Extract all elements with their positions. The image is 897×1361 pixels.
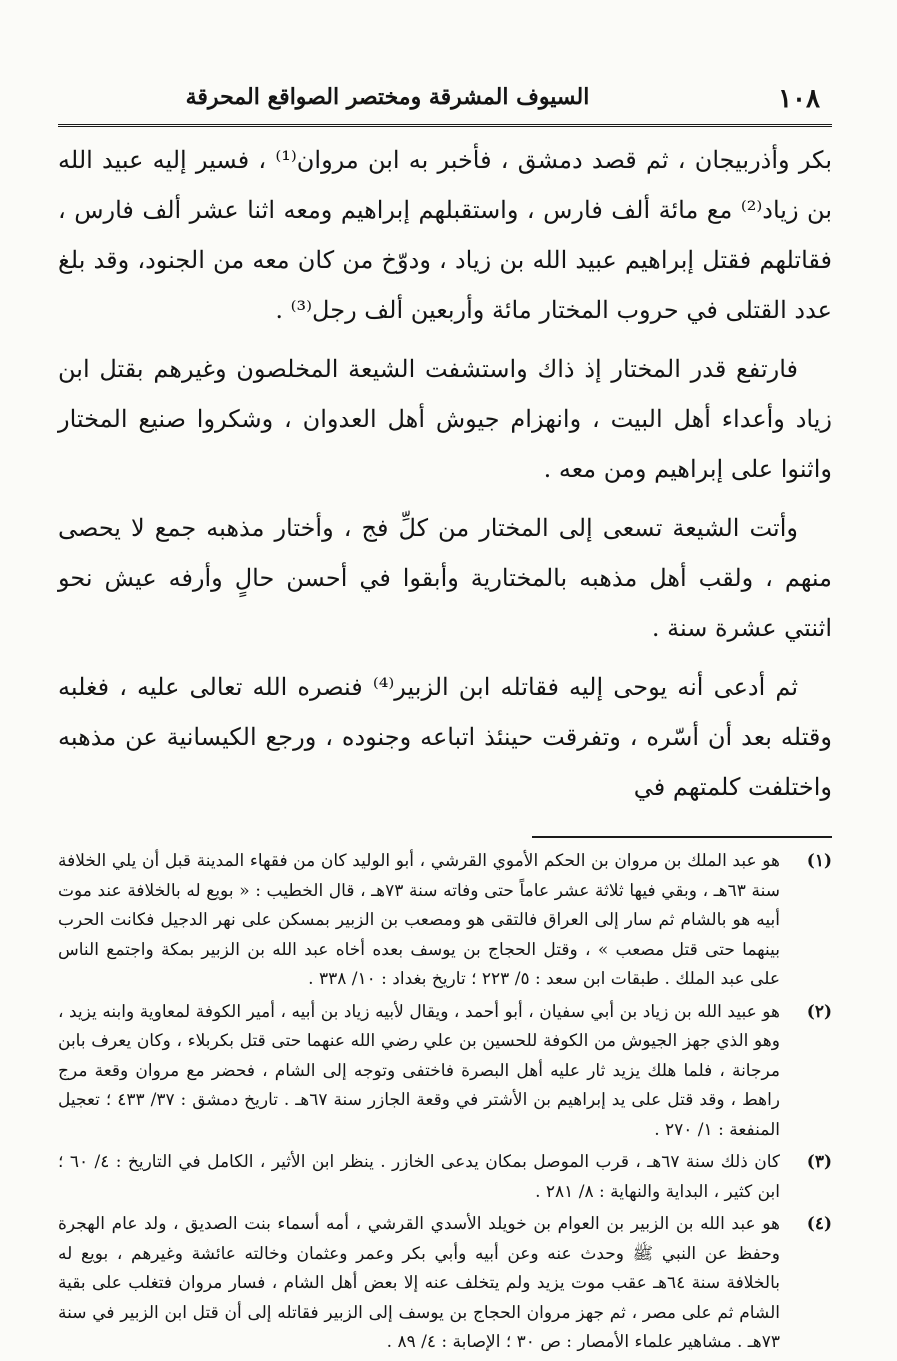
- book-page: [58, 78, 832, 1352]
- footnote: [58, 1210, 832, 1358]
- footnote-marker: (٤): [806, 1214, 832, 1234]
- footnote-marker: (١): [806, 851, 832, 871]
- main-paragraph: وأتت الشيعة تسعى إلى المختار من كلِّ فج ، وأختار مذهبه جمع لا يحصى منهم ، ولقب أهل مذهبه بالمختارية وأبقوا في أحسن حالٍ وأرفه عيش نحو اثنتي عشرة سنة .: [58, 514, 832, 642]
- running-title: السيوف المشرقة ومختصر الصواقع المحرقة: [185, 84, 590, 110]
- main-paragraph: بكر وأذربيجان ، ثم قصد دمشق ، فأخبر به ابن مروان⁽¹⁾ ، فسير إليه عبيد الله بن زياد⁽²⁾ مع مائة ألف فارس ، واستقبلهم إبراهيم ومعه اثنا عشر ألف فارس ، فقاتلهم فقتل إبراهيم عبيد الله بن زياد ، ودوّخ من كان معه من الجنود، وقد بلغ عدد القتلى في حروب المختار مائة وأربعين ألف رجل⁽³⁾ .: [58, 146, 832, 324]
- page-number: ١٠٨: [778, 84, 820, 114]
- main-paragraph: فارتفع قدر المختار إذ ذاك واستشفت الشيعة المخلصون وغيرهم بقتل ابن زياد وأعداء أهل البيت ، وانهزام جيوش أهل العدوان ، وشكروا صنيع المختار واثنوا على إبراهيم ومن معه .: [58, 355, 832, 483]
- footnote-divider: [532, 836, 832, 838]
- footnotes-section: [58, 847, 832, 1358]
- page-header: [58, 78, 832, 127]
- footnote-text: هو عبد الله بن الزبير بن العوام بن خويلد الأسدي القرشي ، أمه أسماء بنت الصديق ، ولد عام الهجرة وحفظ عن النبي ﷺ وحدث عنه وعن أبيه وأبي بكر وعمر وعثمان وخالته عائشة وغيرهم ، بويع له بالخلافة سنة ٦٤هـ عقب موت يزيد ولم يتخلف عنه إلا بعض أهل الشام ، فسار مروان فتغلب على بقية الشام ثم على مصر ، ثم جهز مروان الحجاج بن يوسف إلى الزبير فقاتله إلى أن قتل ابن الزبير في سنة ٧٣هـ . مشاهير علماء الأمصار : ص ٣٠ ؛ الإصابة : ٤/ ٨٩ .: [58, 1214, 780, 1352]
- footnote-marker: (٣): [806, 1152, 832, 1172]
- main-text: [58, 135, 832, 812]
- main-paragraph: ثم أدعى أنه يوحى إليه فقاتله ابن الزبير⁽⁴⁾ فنصره الله تعالى عليه ، فغلبه وقتله بعد أن أسّره ، وتفرقت حينئذ اتباعه وجنوده ، ورجع الكيسانية عن مذهبه واختلفت كلمتهم في: [58, 673, 832, 801]
- footnote: [58, 998, 832, 1146]
- footnote-text: هو عبد الملك بن مروان بن الحكم الأموي القرشي ، أبو الوليد كان من فقهاء المدينة قبل أن يلي الخلافة سنة ٦٣هـ ، وبقي فيها ثلاثة عشر عاماً حتى وفاته سنة ٧٣هـ ، قال الخطيب : « بويع له بالخلافة عند موت أبيه هو بالشام ثم سار إلى العراق فالتقى هو ومصعب بن الزبير بمسكن على نهر الدجيل فكانت الحرب بينهما حتى قتل مصعب » ، وقتل الحجاج بن يوسف بعده أخاه عبد الله بن الزبير بمكة واجتمع الناس على عبد الملك . طبقات ابن سعد : ٥/ ٢٢٣ ؛ تاريخ بغداد : ١٠/ ٣٣٨ .: [58, 851, 780, 989]
- footnote-marker: (٢): [806, 1001, 832, 1022]
- footnote-text: هو عبيد الله بن زياد بن أبي سفيان ، أبو أحمد ، ويقال لأبيه زياد بن أبيه ، أمير الكوفة لمعاوية وابنه يزيد ، وهو الذي جهز الجيوش من الكوفة للحسين بن علي رضي الله عنهما حتى قتل بكربلاء ، وكان يعرف بابن مرجانة ، فلما هلك يزيد ثار عليه أهل البصرة فاختفى وتوجه إلى الشام ، فحضر مع مروان وقعة مرج راهط ، وقد قتل على يد إبراهيم بن الأشتر في وقعة الجازر سنة ٦٧هـ . تاريخ دمشق : ٣٧/ ٤٣٣ ؛ تعجيل المنفعة : ١/ ٢٧٠ .: [58, 1001, 781, 1140]
- footnote-text: كان ذلك سنة ٦٧هـ ، قرب الموصل بمكان يدعى الخازر . ينظر ابن الأثير ، الكامل في التاريخ : ٤/ ٦٠ ؛ ابن كثير ، البداية والنهاية : ٨/ ٢٨١ .: [58, 1152, 780, 1202]
- footnote: [58, 1148, 832, 1207]
- footnote: [58, 847, 832, 995]
